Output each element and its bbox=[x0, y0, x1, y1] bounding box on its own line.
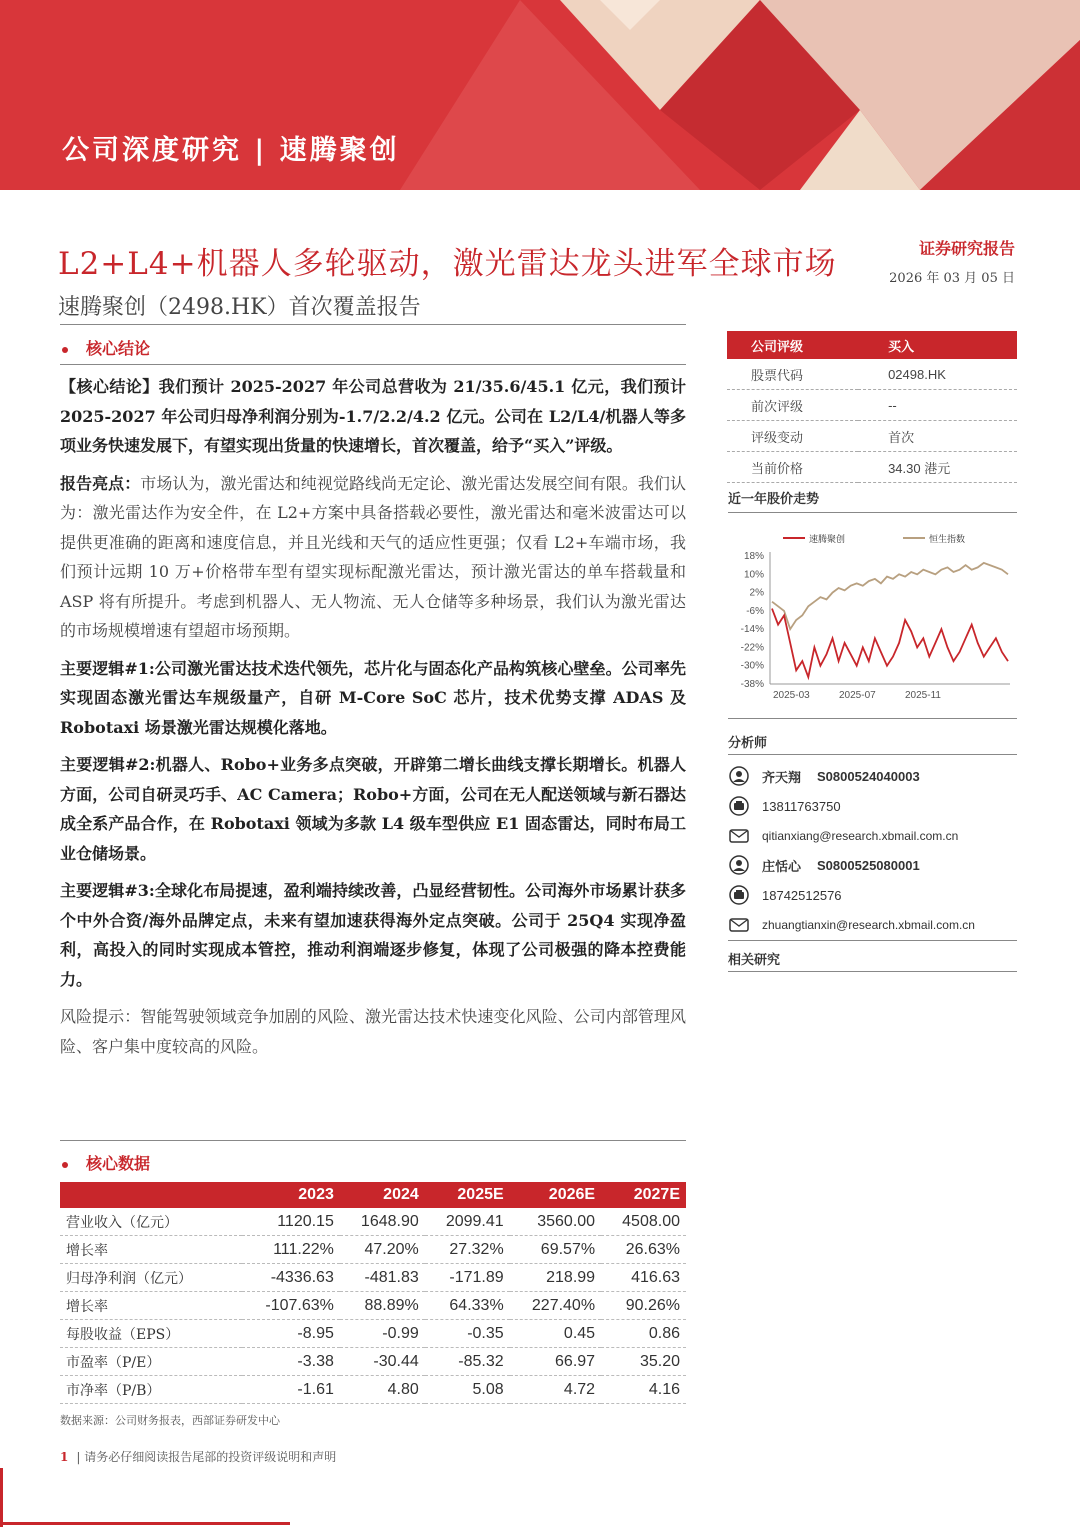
y-tick-label: -6% bbox=[746, 605, 764, 617]
sidebar-divider bbox=[728, 940, 1017, 941]
subtitle: 速腾聚创（2498.HK）首次覆盖报告 bbox=[58, 295, 421, 320]
row-label: 营业收入（亿元） bbox=[60, 1208, 242, 1236]
person-icon bbox=[728, 766, 750, 786]
series-line-hang-seng bbox=[772, 563, 1008, 629]
table-cell: 4508.00 bbox=[601, 1208, 686, 1236]
analyst-1-email[interactable]: qitianxiang@research.xbmail.com.cn bbox=[762, 829, 959, 843]
email-icon bbox=[728, 915, 750, 935]
related-research-heading: 相关研究 bbox=[728, 953, 781, 968]
table-cell: 64.33% bbox=[425, 1292, 510, 1320]
table-cell: -0.35 bbox=[425, 1320, 510, 1348]
rating-table bbox=[727, 331, 1017, 483]
analyst-2-row bbox=[728, 851, 920, 879]
y-tick-label: -38% bbox=[740, 679, 764, 690]
rating-row-value: 首次 bbox=[858, 421, 1017, 452]
paragraph-highlights bbox=[60, 469, 686, 646]
table-row bbox=[60, 1376, 686, 1404]
analyst-1-phone-row bbox=[728, 792, 841, 820]
rating-row-value: -- bbox=[858, 390, 1017, 421]
y-tick-label: -30% bbox=[740, 660, 764, 672]
table-cell: 3560.00 bbox=[510, 1208, 601, 1236]
legend-label: 速腾聚创 bbox=[809, 535, 846, 545]
table-cell: -107.63% bbox=[242, 1292, 340, 1320]
table-row bbox=[60, 1348, 686, 1376]
paragraph-logic-3: 主要逻辑#3:全球化布局提速，盈利端持续改善，凸显经营韧性。公司海外市场累计获多个中外合资/海外品牌定点，未来有望加速获得海外定点突破。公司于 25Q4 实现净盈利，高投入的同时实现成本管控，推动利润端逐步修复，体现了公司极强的降本控费能力。 bbox=[60, 881, 686, 989]
y-tick-label: 2% bbox=[749, 587, 764, 599]
table-cell: -4336.63 bbox=[242, 1264, 340, 1292]
stock-price-chart bbox=[728, 528, 1018, 703]
table-cell: 88.89% bbox=[340, 1292, 425, 1320]
table-header-row bbox=[60, 1182, 686, 1208]
page-number: 1 bbox=[60, 1450, 69, 1464]
analyst-2-cert: S0800525080001 bbox=[817, 857, 920, 873]
rating-row bbox=[727, 359, 1017, 390]
section-divider bbox=[60, 364, 686, 365]
highlights-label: 报告亮点： bbox=[60, 473, 141, 493]
table-cell: -171.89 bbox=[425, 1264, 510, 1292]
rating-row bbox=[727, 390, 1017, 421]
y-tick-label: 10% bbox=[743, 569, 764, 581]
table-cell: 1120.15 bbox=[242, 1208, 340, 1236]
banner-title: 公司深度研究 | 速腾聚创 bbox=[62, 135, 400, 166]
table-cell: 2099.41 bbox=[425, 1208, 510, 1236]
rating-row-label: 前次评级 bbox=[727, 390, 858, 421]
table-row bbox=[60, 1208, 686, 1236]
analyst-2-name: 庄恬心 bbox=[762, 859, 802, 875]
row-label: 归母净利润（亿元） bbox=[60, 1264, 242, 1292]
analyst-2-email[interactable]: zhuangtianxin@research.xbmail.com.cn bbox=[762, 918, 975, 932]
row-label: 市净率（P/B） bbox=[60, 1376, 242, 1404]
sidebar-divider bbox=[728, 971, 1017, 972]
table-cell: 66.97 bbox=[510, 1348, 601, 1376]
x-tick-label: 2025-11 bbox=[905, 690, 941, 701]
table-cell: -85.32 bbox=[425, 1348, 510, 1376]
rating-row-value: 02498.HK bbox=[858, 359, 1017, 390]
rating-header-row bbox=[727, 331, 1017, 359]
row-label: 市盈率（P/E） bbox=[60, 1348, 242, 1376]
table-cell: 69.57% bbox=[510, 1236, 601, 1264]
paragraph-logic-2: 主要逻辑#2:机器人、Robo+业务多点突破，开辟第二增长曲线支撑长期增长。机器人方面，公司自研灵巧手、AC Camera；Robo+方面，公司在无人配送领域与新石器达成全系产品合作，在 Robotaxi 领域为多款 L4 级车型供应 E1 固态雷达，同时布局工业仓储场景。 bbox=[60, 755, 686, 863]
table-cell: 27.32% bbox=[425, 1236, 510, 1264]
analyst-heading: 分析师 bbox=[728, 736, 768, 751]
header-banner bbox=[0, 0, 1080, 190]
y-tick-label: -22% bbox=[740, 642, 764, 654]
report-date: 2026 年 03 月 05 日 bbox=[889, 271, 1015, 286]
table-header-cell: 2025E bbox=[425, 1182, 510, 1208]
rating-label: 公司评级 bbox=[727, 331, 858, 359]
core-conclusion-body bbox=[60, 372, 686, 1069]
table-cell: 0.45 bbox=[510, 1320, 601, 1348]
bullet-icon bbox=[62, 1162, 68, 1168]
rating-row bbox=[727, 421, 1017, 452]
rating-value: 买入 bbox=[858, 331, 1017, 359]
table-cell: 4.80 bbox=[340, 1376, 425, 1404]
section-heading-core-data: 核心数据 bbox=[62, 1151, 150, 1174]
table-cell: 5.08 bbox=[425, 1376, 510, 1404]
paragraph-risk: 风险提示：智能驾驶领域竞争加剧的风险、激光雷达技术快速变化风险、公司内部管理风险、客户集中度较高的风险。 bbox=[60, 1007, 686, 1056]
footer-accent-bar bbox=[0, 1522, 290, 1525]
table-row bbox=[60, 1292, 686, 1320]
table-row bbox=[60, 1264, 686, 1292]
row-label: 每股收益（EPS） bbox=[60, 1320, 242, 1348]
rating-row-value: 34.30 港元 bbox=[858, 452, 1017, 483]
table-header-cell: 2024 bbox=[340, 1182, 425, 1208]
sidebar-divider bbox=[728, 512, 1017, 513]
table-cell: 1648.90 bbox=[340, 1208, 425, 1236]
paragraph-conclusion: 【核心结论】我们预计 2025-2027 年公司总营收为 21/35.6/45.1 亿元，我们预计 2025-2027 年公司归母净利润分别为-1.7/2.2/4.2 亿元。公司在 L2/L4/机器人等多项业务快速发展下，有望实现出货量的快速增长，首次覆盖，给予“买入”评级。 bbox=[60, 377, 686, 455]
x-tick-label: 2025-03 bbox=[773, 690, 810, 701]
table-row bbox=[60, 1236, 686, 1264]
phone-icon bbox=[728, 796, 750, 816]
table-cell: 47.20% bbox=[340, 1236, 425, 1264]
table-cell: -0.99 bbox=[340, 1320, 425, 1348]
highlights-text: 市场认为，激光雷达和纯视觉路线尚无定论、激光雷达发展空间有限。我们认为：激光雷达作为安全件，在 L2+方案中具备搭载必要性，激光雷达和毫米波雷达可以提供更准确的距离和速度信息，并且光线和天气的适应性更强；仅看 L2+车端市场，我们预计远期 10 万+价格带车型有望实现标配激光雷达，预计激光雷达的单车搭载量和 ASP 将有所提升。考虑到机器人、无人物流、无人仓储等多种场景，我们认为激光雷达的市场规模增速有望超市场预期。 bbox=[60, 473, 686, 640]
table-header-cell: 2027E bbox=[601, 1182, 686, 1208]
rating-row bbox=[727, 452, 1017, 483]
x-tick-label: 2025-07 bbox=[839, 690, 876, 701]
series-line-robosense bbox=[772, 609, 1008, 678]
core-data-table bbox=[60, 1182, 686, 1404]
legend-label: 恒生指数 bbox=[929, 535, 966, 545]
table-cell: 0.86 bbox=[601, 1320, 686, 1348]
table-cell: -30.44 bbox=[340, 1348, 425, 1376]
bullet-icon bbox=[62, 347, 68, 353]
rating-row-label: 当前价格 bbox=[727, 452, 858, 483]
rating-row-label: 评级变动 bbox=[727, 421, 858, 452]
table-cell: 90.26% bbox=[601, 1292, 686, 1320]
table-cell: -481.83 bbox=[340, 1264, 425, 1292]
table-cell: 4.72 bbox=[510, 1376, 601, 1404]
table-cell: -8.95 bbox=[242, 1320, 340, 1348]
y-tick-label: 18% bbox=[743, 551, 764, 562]
phone-icon bbox=[728, 885, 750, 905]
table-cell: 416.63 bbox=[601, 1264, 686, 1292]
paragraph-logic-1: 主要逻辑#1:公司激光雷达技术迭代领先，芯片化与固态化产品构筑核心壁垒。公司率先实现固态激光雷达车规级量产，自研 M-Core SoC 芯片，技术优势支撑 ADAS 及 Robotaxi 场景激光雷达规模化落地。 bbox=[60, 658, 686, 737]
section-heading-conclusion: 核心结论 bbox=[62, 336, 150, 359]
analyst-2-phone: 18742512576 bbox=[762, 887, 842, 903]
analyst-1-phone: 13811763750 bbox=[762, 798, 841, 814]
rating-row-label: 股票代码 bbox=[727, 359, 858, 390]
main-title: L2+L4+机器人多轮驱动，激光雷达龙头进军全球市场 bbox=[58, 246, 837, 282]
person-icon bbox=[728, 855, 750, 875]
data-source-note: 数据来源：公司财务报表，西部证券研发中心 bbox=[60, 1414, 280, 1427]
footer-accent-line bbox=[0, 1468, 3, 1527]
sidebar-divider bbox=[728, 754, 1017, 755]
table-cell: 218.99 bbox=[510, 1264, 601, 1292]
y-tick-label: -14% bbox=[740, 624, 764, 636]
table-cell: 227.40% bbox=[510, 1292, 601, 1320]
table-cell: -1.61 bbox=[242, 1376, 340, 1404]
row-label: 增长率 bbox=[60, 1292, 242, 1320]
analyst-2-phone-row bbox=[728, 881, 842, 909]
analyst-1-cert: S0800524040003 bbox=[817, 768, 920, 784]
row-label: 增长率 bbox=[60, 1236, 242, 1264]
footer-disclaimer: | 请务必仔细阅读报告尾部的投资评级说明和声明 bbox=[76, 1450, 337, 1464]
analyst-2-email-row bbox=[728, 911, 975, 939]
page-footer bbox=[60, 1448, 336, 1465]
analyst-1-email-row bbox=[728, 822, 958, 850]
table-cell: -3.38 bbox=[242, 1348, 340, 1376]
analyst-1-row bbox=[728, 762, 920, 790]
report-type: 证券研究报告 bbox=[918, 239, 1015, 258]
email-icon bbox=[728, 826, 750, 846]
analyst-1-name: 齐天翔 bbox=[762, 770, 802, 786]
table-cell: 4.16 bbox=[601, 1376, 686, 1404]
table-header-cell: 2023 bbox=[242, 1182, 340, 1208]
table-cell: 35.20 bbox=[601, 1348, 686, 1376]
sidebar-divider bbox=[728, 718, 1017, 719]
section-divider bbox=[60, 1140, 686, 1141]
table-cell: 26.63% bbox=[601, 1236, 686, 1264]
table-header-cell: 2026E bbox=[510, 1182, 601, 1208]
table-row bbox=[60, 1320, 686, 1348]
title-divider bbox=[60, 324, 686, 325]
table-header-blank bbox=[60, 1182, 242, 1208]
chart-heading: 近一年股价走势 bbox=[728, 492, 820, 507]
table-cell: 111.22% bbox=[242, 1236, 340, 1264]
